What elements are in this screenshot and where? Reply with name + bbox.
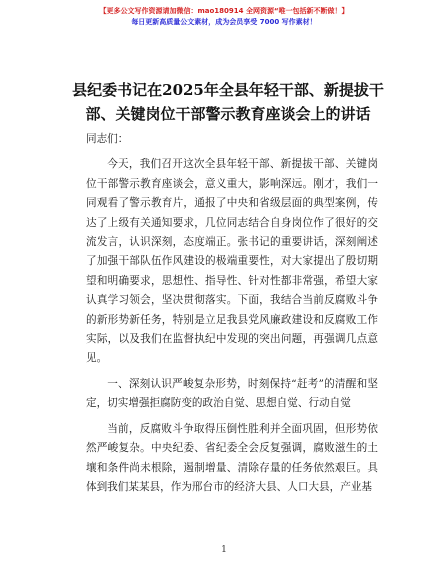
paragraph-situation: 当前，反腐败斗争取得压倒性胜利并全面巩固，但形势依然严峻复杂。中央纪委、省纪委全会反复强调，腐败滋生的土壤和条件尚未根除，遏制增量、清除存量的任务依然艰巨。具体到我们某某县，作为邢台市的经济大县、人口大县，产业基 [86, 422, 378, 493]
paragraph-intro: 今天，我们召开这次全县年轻干部、新提拔干部、关键岗位干部警示教育座谈会，意义重大，影响深远。刚才，我们一同观看了警示教育片，通报了中央和省级层面的典型案例，传达了上级有关通知要求，几位同志结合自身岗位作了很好的交流发言，认识深刻，态度端正。张书记的重要讲话，深刻阐述了加强干部队伍作风建设的极端重要性，对大家提出了殷切期望和明确要求，思想性、指导性、针对性都非常强，希望大家认真学习领会，坚决贯彻落实。下面，我结合当前反腐败斗争的新形势新任务，特别是立足我县党风廉政建设和反腐败工作实际，以及我们在监督执纪中发现的突出问题，再强调几点意见。 [86, 158, 378, 365]
section-heading-1: 一、深刻认识严峻复杂形势，时刻保持“赶考”的清醒和坚定，切实增强拒腐防变的政治自觉、思想自觉、行动自觉 [86, 377, 378, 410]
document-body [86, 130, 378, 497]
header-banner [0, 6, 448, 28]
salutation: 同志们： [86, 133, 129, 145]
banner-line-1: 【更多公文写作资源请加微信：mao180914 全网资源“唯一包括新不断做！】 [99, 7, 349, 15]
page-number: 1 [221, 545, 227, 555]
banner-line-2: 每日更新高质量公文素材，成为会员享受 7000 写作素材！ [131, 18, 317, 26]
document-title: 县纪委书记在2025年全县年轻干部、新提拔干部、关键岗位干部警示教育座谈会上的讲话 [72, 81, 384, 123]
